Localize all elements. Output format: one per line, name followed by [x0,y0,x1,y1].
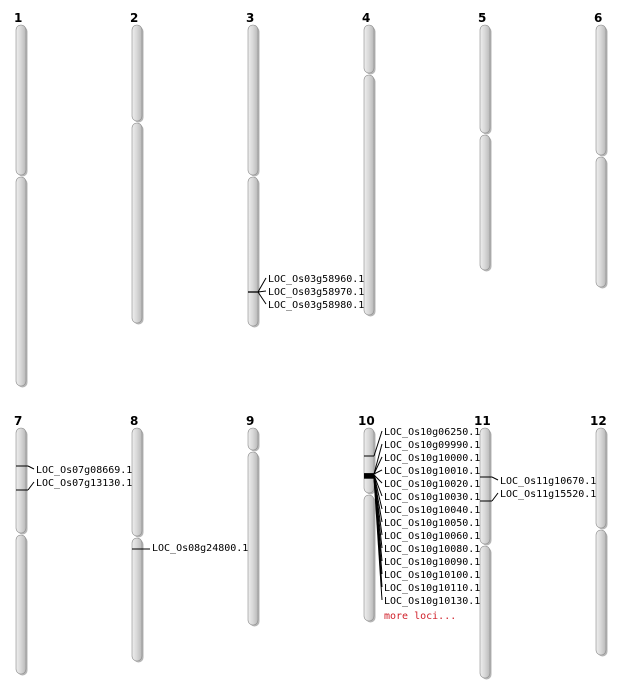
chromosome-label: 8 [130,414,139,428]
locus-label[interactable]: LOC_Os10g10060.1 [384,531,481,542]
locus-label[interactable]: LOC_Os10g09990.1 [384,440,481,451]
locus-label[interactable]: LOC_Os10g10130.1 [384,596,481,607]
locus-label[interactable]: LOC_Os10g10000.1 [384,453,481,464]
chromosome-7[interactable] [16,428,28,676]
locus-label[interactable]: LOC_Os10g10090.1 [384,557,481,568]
short-arm [16,25,26,175]
chromosome-label: 7 [14,414,23,428]
long-arm [248,177,258,326]
long-arm [364,495,374,621]
chromosome-4[interactable] [364,25,376,317]
chromosome-label: 4 [362,11,371,25]
locus-label[interactable]: LOC_Os10g10010.1 [384,466,481,477]
short-arm [248,428,258,450]
short-arm [480,25,490,133]
short-arm [596,25,606,155]
long-arm [596,530,606,655]
chromosome-6[interactable] [596,25,608,289]
locus-label[interactable]: LOC_Os07g13130.1 [36,478,133,489]
locus-connector [28,482,34,490]
chromosome-label: 3 [246,11,255,25]
locus-label[interactable]: LOC_Os10g10080.1 [384,544,481,555]
locus-label[interactable]: LOC_Os10g10050.1 [384,518,481,529]
chromosome-10[interactable] [364,428,376,623]
locus-label[interactable]: LOC_Os07g08669.1 [36,465,133,476]
long-arm [596,157,606,287]
short-arm [364,428,374,493]
locus-label[interactable]: LOC_Os11g10670.1 [500,476,597,487]
locus-label[interactable]: LOC_Os10g06250.1 [384,427,481,438]
locus-label[interactable]: LOC_Os03g58970.1 [268,287,365,298]
chromosome-5[interactable] [480,25,492,272]
short-arm [364,25,374,73]
chromosome-label: 5 [478,11,487,25]
locus-label[interactable]: LOC_Os10g10100.1 [384,570,481,581]
locus-connector [492,493,498,501]
long-arm [132,123,142,323]
chromosome-8[interactable] [132,428,144,663]
chromosome-2[interactable] [132,25,144,325]
chromosome-label: 12 [590,414,607,428]
long-arm [480,546,490,678]
chromosome-label: 2 [130,11,139,25]
more-loci-link[interactable]: more loci... [384,611,457,622]
chromosome-label: 1 [14,11,23,25]
chromosome-label: 6 [594,11,603,25]
locus-connector [492,477,498,480]
chromosome-label: 9 [246,414,255,428]
locus-label[interactable]: LOC_Os11g15520.1 [500,489,597,500]
chromosome-label: 11 [474,414,491,428]
chromosome-12[interactable] [596,428,608,657]
chromosome-label: 10 [358,414,375,428]
chromosome-1[interactable] [16,25,28,388]
locus-label[interactable]: LOC_Os10g10030.1 [384,492,481,503]
short-arm [596,428,606,528]
short-arm [16,428,26,533]
locus-label[interactable]: LOC_Os08g24800.1 [152,543,249,554]
long-arm [16,535,26,674]
long-arm [364,75,374,315]
short-arm [132,428,142,536]
locus-label[interactable]: LOC_Os10g10040.1 [384,505,481,516]
locus-label[interactable]: LOC_Os03g58980.1 [268,300,365,311]
locus-label[interactable]: LOC_Os10g10110.1 [384,583,481,594]
long-arm [16,177,26,386]
short-arm [248,25,258,175]
chromosome-11[interactable] [480,428,492,680]
long-arm [248,452,258,625]
chromosome-3[interactable] [248,25,260,328]
long-arm [132,538,142,661]
chromosome-9[interactable] [248,428,260,627]
locus-label[interactable]: LOC_Os10g10020.1 [384,479,481,490]
locus-label[interactable]: LOC_Os03g58960.1 [268,274,365,285]
short-arm [480,428,490,544]
short-arm [132,25,142,121]
locus-connector [28,466,34,469]
long-arm [480,135,490,270]
